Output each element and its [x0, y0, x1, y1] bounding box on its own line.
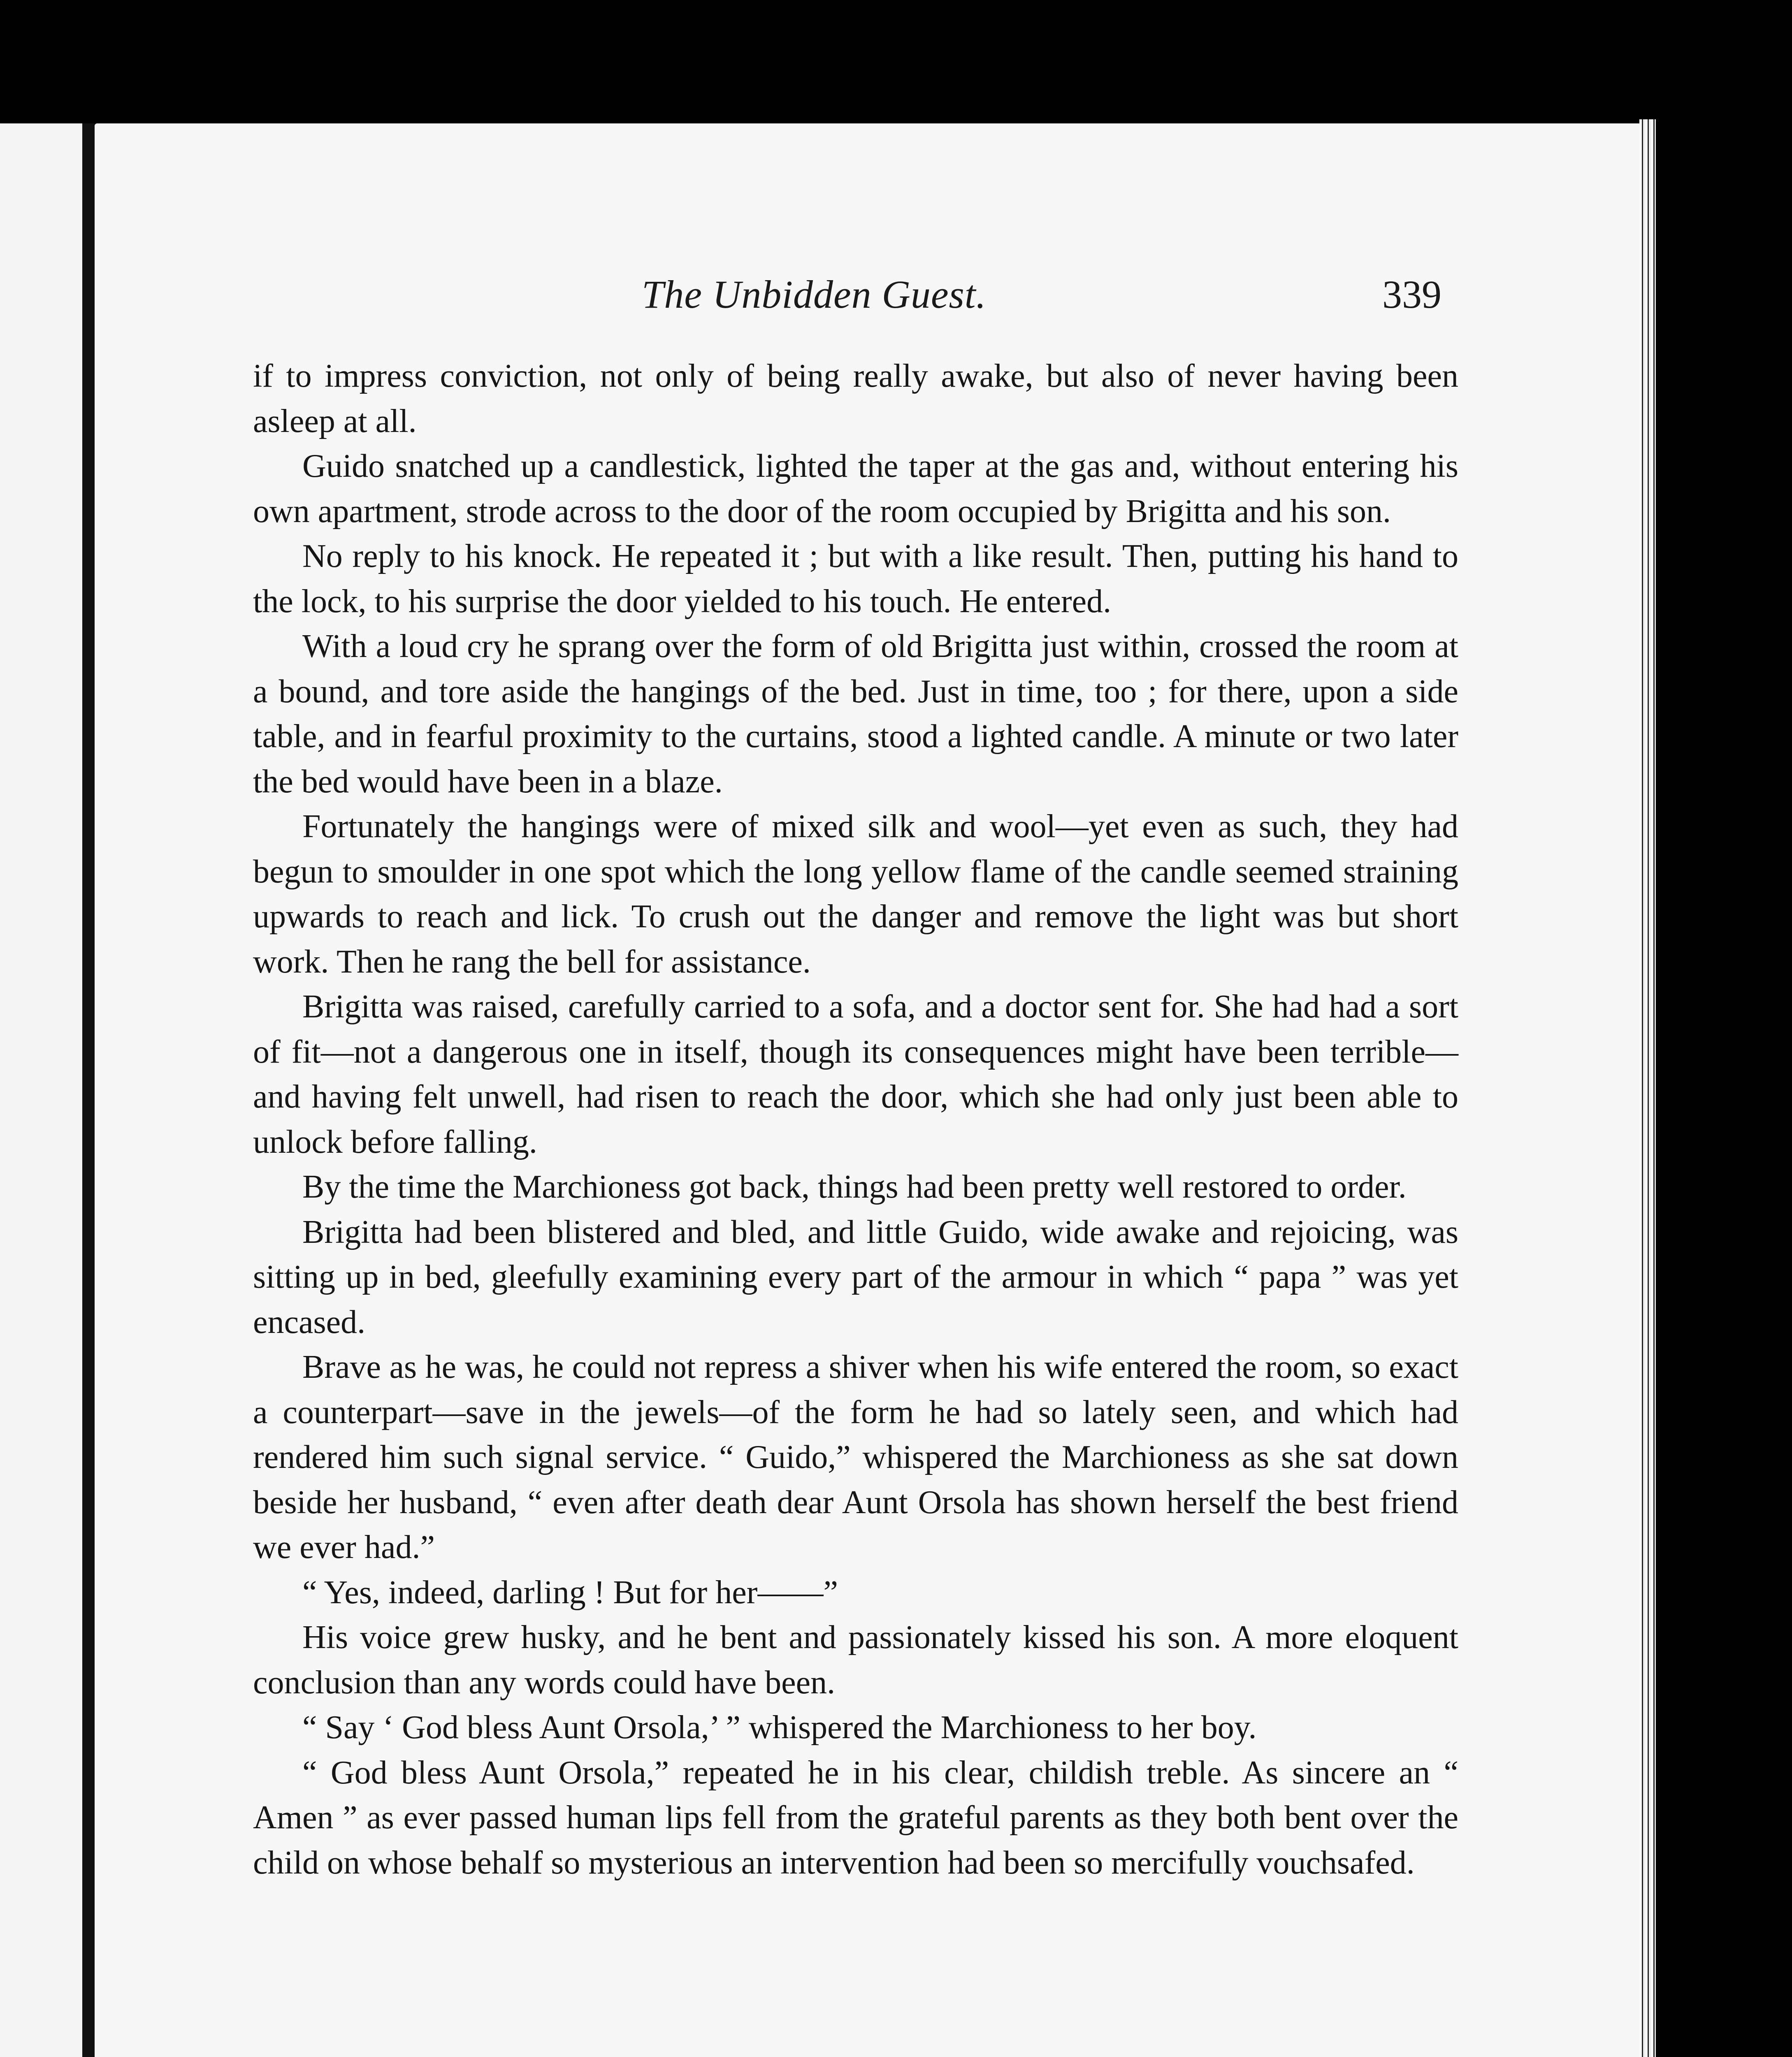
body-text	[253, 354, 1458, 1885]
paragraph: Brave as he was, he could not repress a shiver when his wife entered the room, so exact a counterpart—save in the jewels—of the form he had so lately seen, and which had rendered him such signal service. “ Guido,” whispered the Marchioness as she sat down beside her husband, “ even after death dear Aunt Orsola has shown herself the best friend we ever had.”	[253, 1349, 1458, 1565]
page-stack-edge	[1639, 119, 1656, 2057]
paragraph: “ God bless Aunt Orsola,” repeated he in his clear, childish treble. As sincere an “ Amen ” as ever passed human lips fell from the grateful parents as they both bent over the child on whose behalf so mysterious an intervention had been so mercifully vouchsafed.	[253, 1754, 1458, 1881]
paragraph: No reply to his knock. He repeated it ; but with a like result. Then, putting his hand to the lock, to his surprise the door yielded to his touch. He entered.	[253, 538, 1458, 620]
running-title: The Unbidden Guest.	[642, 272, 987, 316]
book-gutter	[82, 123, 95, 2057]
paragraph: His voice grew husky, and he bent and passionately kissed his son. A more eloquent conclusion than any words could have been.	[253, 1619, 1458, 1701]
paragraph: Brigitta was raised, carefully carried to a sofa, and a doctor sent for. She had had a sort of fit—not a dangerous one in itself, though its consequences might have been terrible—and having felt unwell, had risen to reach the door, which she had only just been able to unlock before falling.	[253, 989, 1458, 1160]
paragraph: “ Say ‘ God bless Aunt Orsola,’ ” whispered the Marchioness to her boy.	[302, 1709, 1257, 1746]
previous-page-edge	[0, 123, 86, 2057]
paragraph: With a loud cry he sprang over the form of old Brigitta just within, crossed the room at a bound, and tore aside the hangings of the bed. Just in time, too ; for there, upon a side table, and in fearful proximity to the curtains, stood a lighted candle. A minute or two later the bed would have been in a blaze.	[253, 628, 1458, 800]
paragraph: Fortunately the hangings were of mixed silk and wool—yet even as such, they had begun to smoulder in one spot which the long yellow flame of the candle seemed straining upwards to reach and lick. To crush out the danger and remove the light was but short work. Then he rang the bell for assistance.	[253, 808, 1458, 980]
paragraph: Guido snatched up a candlestick, lighted the taper at the gas and, without entering his own apartment, strode across to the door of the room occupied by Brigitta and his son.	[253, 448, 1458, 529]
paragraph: if to impress conviction, not only of being really awake, but also of never having been asleep at all.	[253, 358, 1458, 439]
paragraph: “ Yes, indeed, darling ! But for her——”	[302, 1574, 838, 1611]
paragraph: By the time the Marchioness got back, things had been pretty well restored to order.	[302, 1169, 1407, 1205]
paragraph: Brigitta had been blistered and bled, and little Guido, wide awake and rejoicing, was sitting up in bed, gleefully examining every part of the armour in which “ papa ” was yet encased.	[253, 1214, 1458, 1340]
page-number: 339	[1382, 272, 1441, 316]
